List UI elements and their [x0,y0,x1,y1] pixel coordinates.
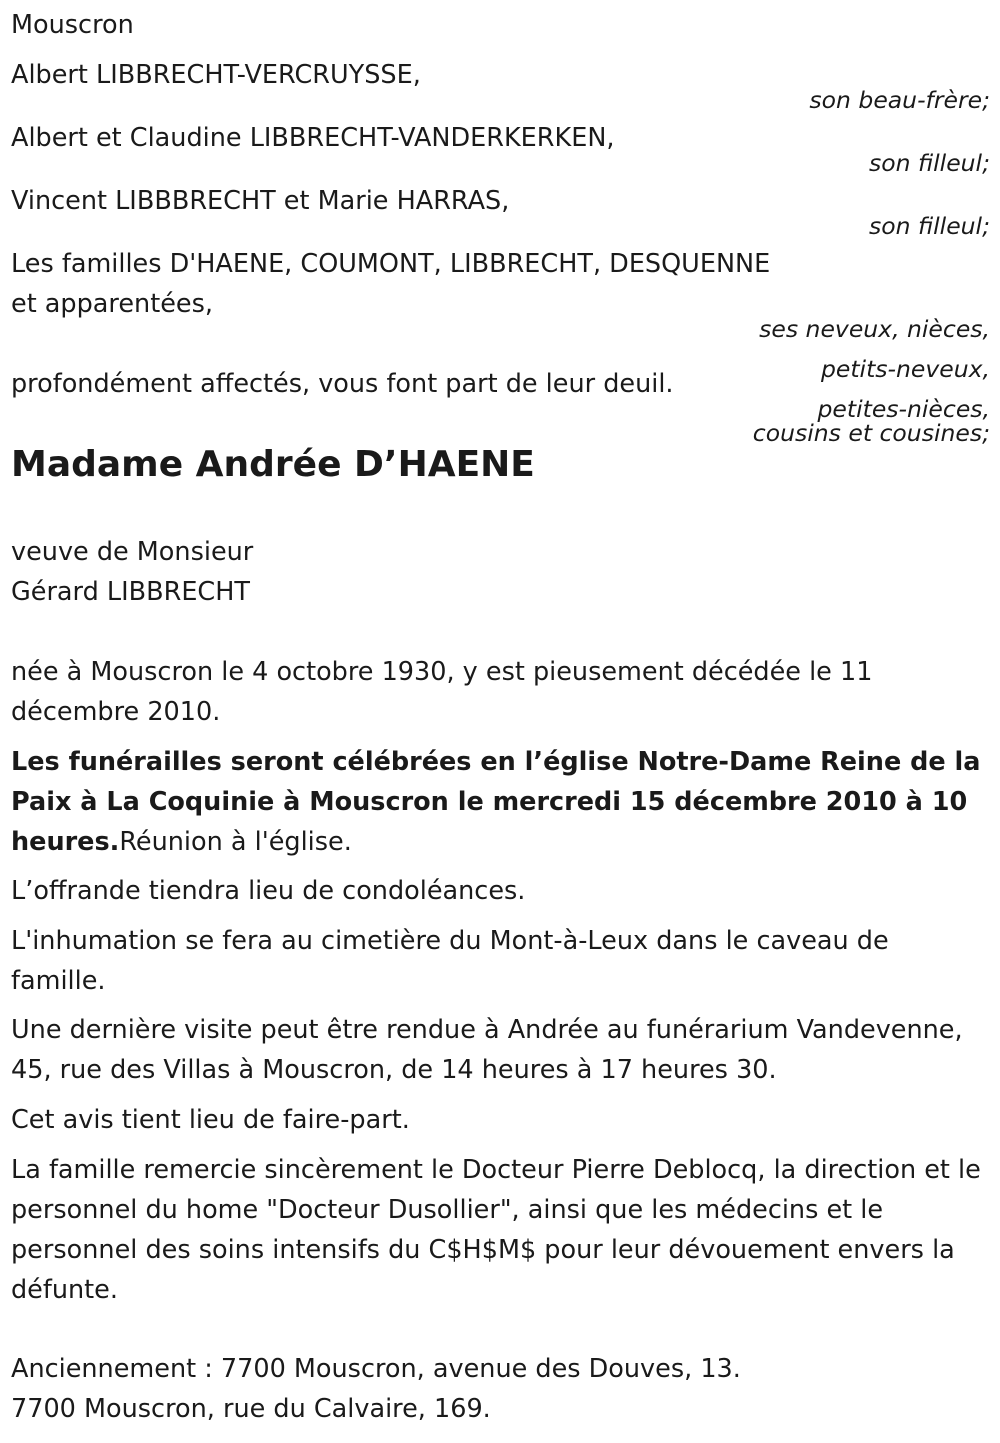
families-relation-4: cousins et cousines; [752,419,990,447]
offering-paragraph: L’offrande tiendra lieu de condoléances. [11,876,526,906]
relative-name-1: Albert LIBBRECHT-VERCRUYSSE, [11,60,421,90]
deceased-name: Madame Andrée D’HAENE [11,444,535,485]
widow-line-2: Gérard LIBBRECHT [11,577,250,607]
visit-paragraph: Une dernière visite peut être rendue à Andrée au funérarium Vandevenne, 45, rue des Villas à Mouscron, de 14 heures à 17 heures 30. [11,1015,963,1085]
affected-line: profondément affectés, vous font part de leur deuil. [11,369,674,399]
widow-line-1: veuve de Monsieur [11,537,254,567]
families-relation-2: petits-neveux, [820,355,990,383]
notice-paragraph: Cet avis tient lieu de faire-part. [11,1105,410,1135]
families-relation-3: petites-nièces, [817,395,990,423]
funeral-paragraph [11,742,986,862]
families-relation-1: ses neveux, nièces, [759,315,990,343]
relative-relation-1: son beau-frère; [809,86,990,114]
burial-paragraph: L'inhumation se fera au cimetière du Mont-à-Leux dans le caveau de famille. [11,926,889,996]
families-line-1: Les familles D'HAENE, COUMONT, LIBBRECHT, DESQUENNE [11,249,771,279]
birth-death-paragraph: née à Mouscron le 4 octobre 1930, y est pieusement décédée le 11 décembre 2010. [11,657,873,727]
families-line-2: et apparentées, [11,289,213,319]
city-header: Mouscron [11,10,134,40]
relative-relation-2: son filleul; [868,149,990,177]
relative-name-3: Vincent LIBBBRECHT et Marie HARRAS, [11,186,510,216]
funeral-meeting: Réunion à l'église. [119,827,352,857]
address-former: Anciennement : 7700 Mouscron, avenue des Douves, 13. [11,1354,741,1384]
funeral-details: Les funérailles seront célébrées en l’église Notre-Dame Reine de la Paix à La Coquinie à Mouscron le mercredi 15 décembre 2010 à 10 heures. [11,747,981,857]
relative-name-2: Albert et Claudine LIBBRECHT-VANDERKERKEN, [11,123,615,153]
address-current: 7700 Mouscron, rue du Calvaire, 169. [11,1394,491,1424]
thanks-paragraph: La famille remercie sincèrement le Docteur Pierre Deblocq, la direction et le personnel du home "Docteur Dusollier", ainsi que les médecins et le personnel des soins intensifs du C$H$M$ pour leur dévouement envers la défunte. [11,1155,981,1305]
relative-relation-3: son filleul; [868,212,990,240]
